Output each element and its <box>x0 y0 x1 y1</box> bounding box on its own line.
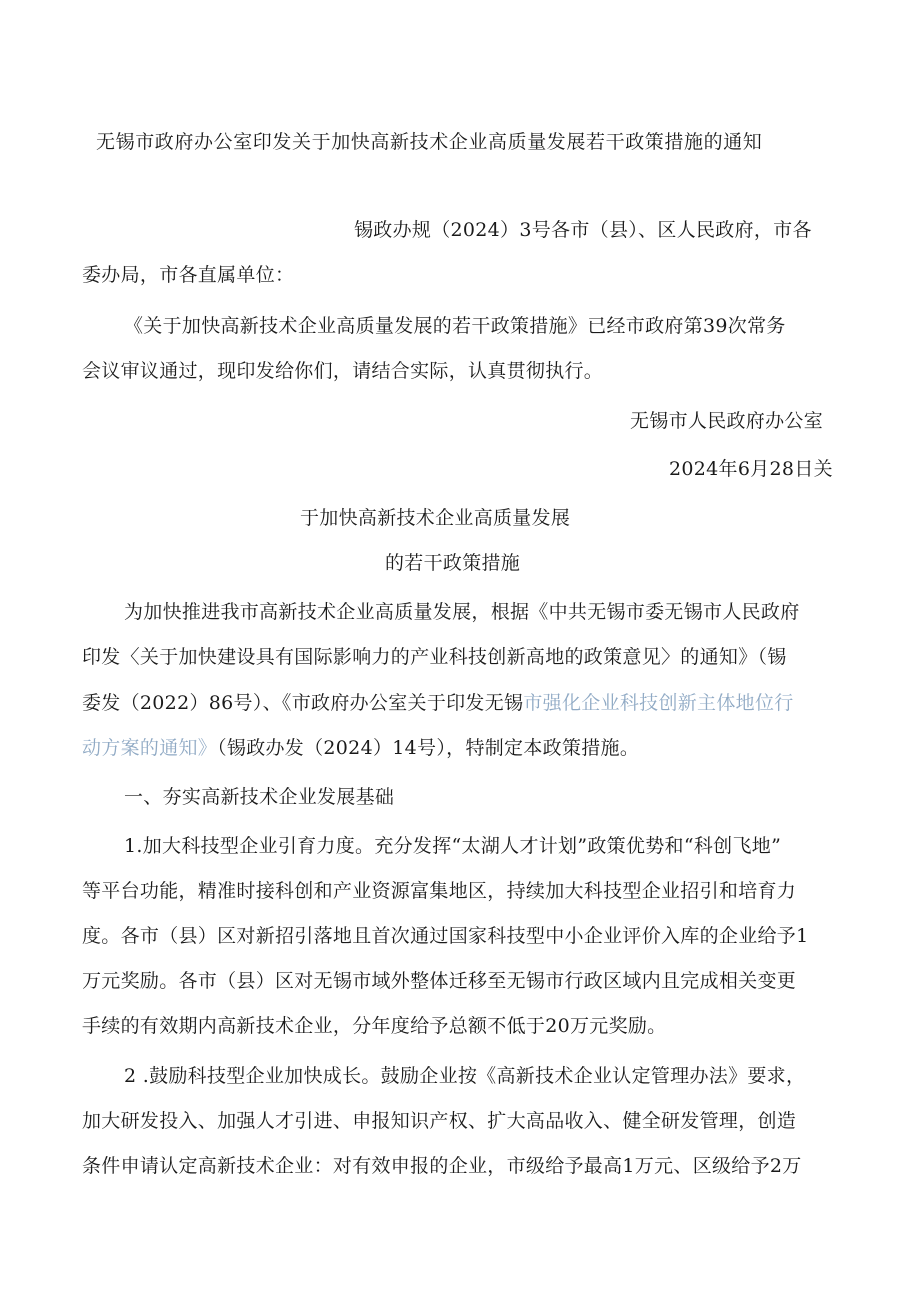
para1-line-3 <box>82 690 794 716</box>
para1-line-1: 为加快推进我市高新技术企业高质量发展，根据《中共无锡市委无锡市人民政府 <box>124 601 800 623</box>
signature-org: 无锡市人民政府办公室 <box>630 410 824 432</box>
item1-line-2: 等平台功能，精准时接科创和产业资源富集地区，持续加大科技型企业招引和培育力 <box>82 880 797 902</box>
item2-line-2: 加大研发投入、加强人才引进、申报知识产权、扩大高品收入、健全研发管理，创造 <box>82 1110 797 1132</box>
document-title: 无锡市政府办公室印发关于加快高新技术企业高质量发展若干政策措施的通知 <box>96 131 763 153</box>
section-heading-1: 一、夯实高新技术企业发展基础 <box>124 786 395 808</box>
policy-link-part-2[interactable]: 动方案的通知》 <box>82 737 218 759</box>
signature-date: 2024年6月28日关 <box>669 458 833 480</box>
item1-line-1: 1.加大科技型企业引育力度。充分发挥“太湖人才计划”政策优势和“科创飞地” <box>124 835 782 857</box>
item2-line-1: 2 .鼓励科技型企业加快成长。鼓励企业按《高新技术企业认定管理办法》要求， <box>124 1065 806 1087</box>
para1-line-4-text: （锡政办发（2024）14号），特制定本政策措施。 <box>217 737 640 759</box>
item2-line-3: 条件申请认定高新技术企业：对有效申报的企业，市级给予最高1万元、区级给予2万 <box>82 1155 802 1177</box>
policy-link-part-1[interactable]: 市强化企业科技创新主体地位行 <box>523 692 794 714</box>
para1-line-2: 印发〈关于加快建设具有国际影响力的产业科技创新高地的政策意见〉的通知》（锡 <box>82 646 787 668</box>
subtitle-line-1: 于加快高新技术企业高质量发展 <box>300 507 571 529</box>
para1-line-3-text: 委发（2022）86号）、《市政府办公室关于印发无锡 <box>82 692 524 714</box>
para1-line-4 <box>82 735 639 761</box>
item1-line-5: 手续的有效期内高新技术企业，分年度给予总额不低于20万元奖励。 <box>82 1015 667 1037</box>
item1-line-3: 度。各市（县）区对新招引落地且首次通过国家科技型中小企业评价入库的企业给予1 <box>82 925 809 947</box>
subtitle-line-2: 的若干政策措施 <box>385 552 521 574</box>
recipients-line: 委办局，市各直属单位： <box>82 264 295 286</box>
intro-line-2: 会议审议通过，现印发给你们，请结合实际，认真贯彻执行。 <box>82 360 604 382</box>
doc-number-line: 锡政办规（2024）3号各市（县）、区人民政府，市各 <box>354 219 812 241</box>
item1-line-4: 万元奖励。各市（县）区对无锡市域外整体迁移至无锡市行政区域内且完成相关变更 <box>82 970 797 992</box>
intro-line-1: 《关于加快高新技术企业高质量发展的若干政策措施》已经市政府第39次常务 <box>124 315 786 337</box>
